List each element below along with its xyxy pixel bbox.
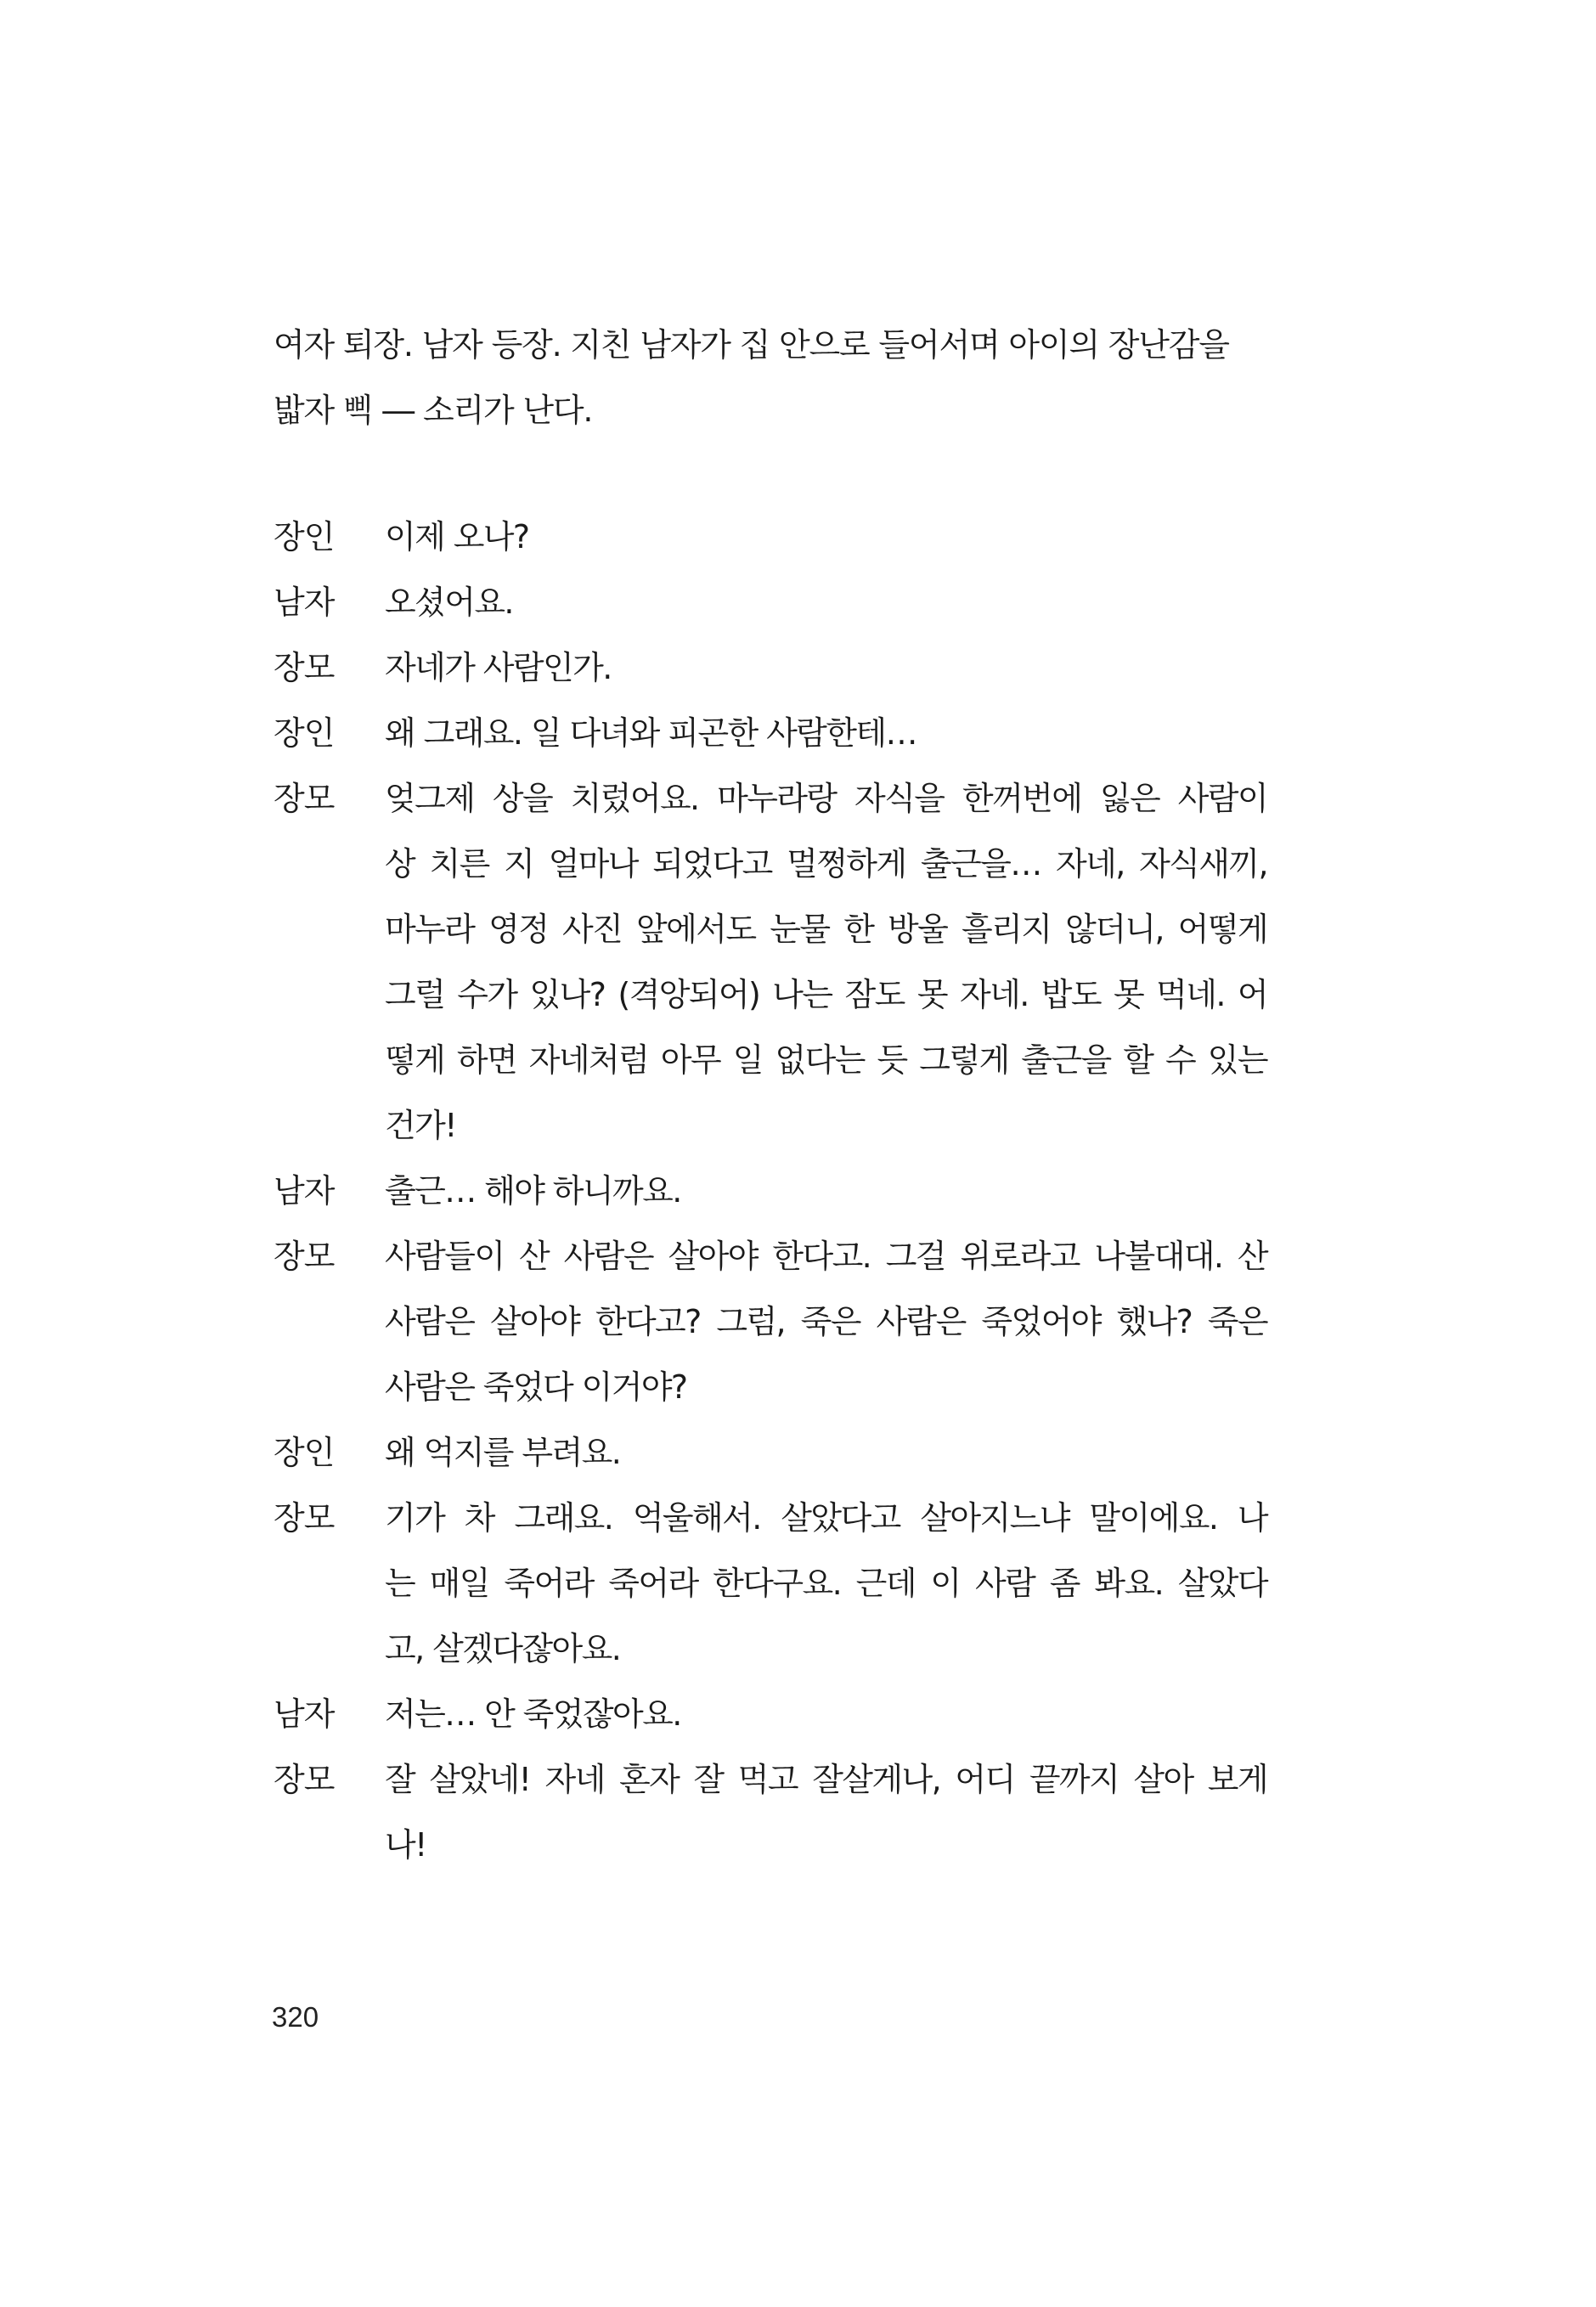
dialogue-entry xyxy=(274,1486,1267,1682)
speech-text xyxy=(385,570,1267,635)
stage-direction-line: 밟자 삑 ― 소리가 난다. xyxy=(274,392,593,429)
dialogue-entry xyxy=(274,1224,1267,1420)
speaker-name: 장모 xyxy=(274,1238,335,1275)
speech-text xyxy=(385,1486,1267,1682)
dialogue-entry xyxy=(274,1747,1267,1878)
speech-line: 사람은 살아야 한다고? 그럼, 죽은 사람은 죽었어야 했나? 죽은 xyxy=(385,1303,1267,1340)
speech-line: 상 치른 지 얼마나 되었다고 멀쩡하게 출근을… 자네, 자식새끼, xyxy=(385,845,1267,883)
dialogue-entry xyxy=(274,635,1267,701)
dialogue-entry xyxy=(274,570,1267,635)
speech-line: 는 매일 죽어라 죽어라 한다구요. 근데 이 사람 좀 봐요. 살았다 xyxy=(385,1565,1267,1602)
speech-text xyxy=(385,1420,1267,1486)
speaker-name: 장인 xyxy=(274,518,335,556)
speech-line: 건가! xyxy=(385,1107,456,1144)
speaker-name: 장모 xyxy=(274,780,335,817)
speech-line: 왜 억지를 부려요. xyxy=(385,1434,621,1471)
dialogue-entry xyxy=(274,701,1267,766)
dialogue-entry xyxy=(274,1420,1267,1486)
speech-line: 자네가 사람인가. xyxy=(385,649,612,686)
speech-line: 사람은 죽었다 이거야? xyxy=(385,1368,687,1406)
speech-text xyxy=(385,635,1267,701)
speech-text xyxy=(385,1159,1267,1224)
speech-text xyxy=(385,1224,1267,1420)
page-number: 320 xyxy=(272,2001,319,2033)
speaker-name: 남자 xyxy=(274,1695,335,1733)
speaker-name: 장인 xyxy=(274,1434,335,1471)
speech-text xyxy=(385,505,1267,570)
speech-line: 출근… 해야 하니까요. xyxy=(385,1172,681,1210)
speech-line: 이제 오나? xyxy=(385,518,529,556)
speech-text xyxy=(385,1747,1267,1878)
dialogue-entry xyxy=(274,505,1267,570)
speech-line: 그럴 수가 있나? (격앙되어) 나는 잠도 못 자네. 밥도 못 먹네. 어 xyxy=(385,976,1267,1013)
stage-direction xyxy=(274,313,1267,443)
speech-line: 기가 차 그래요. 억울해서. 살았다고 살아지느냐 말이에요. 나 xyxy=(385,1499,1267,1537)
dialogue-entry xyxy=(274,1682,1267,1747)
speech-line: 엊그제 상을 치렀어요. 마누라랑 자식을 한꺼번에 잃은 사람이 xyxy=(385,780,1267,817)
speech-line: 저는… 안 죽었잖아요. xyxy=(385,1695,681,1733)
speech-line: 왜 그래요. 일 다녀와 피곤한 사람한테… xyxy=(385,714,916,752)
speaker-name: 장모 xyxy=(274,649,335,686)
speech-text xyxy=(385,766,1267,1159)
speech-line: 나! xyxy=(385,1826,426,1864)
speaker-name: 남자 xyxy=(274,1172,335,1210)
speech-line: 사람들이 산 사람은 살아야 한다고. 그걸 위로라고 나불대대. 산 xyxy=(385,1238,1267,1275)
speech-text xyxy=(385,701,1267,766)
speech-line: 잘 살았네! 자네 혼자 잘 먹고 잘살게나, 어디 끝까지 살아 보게 xyxy=(385,1761,1267,1798)
speaker-name: 남자 xyxy=(274,584,335,621)
dialogue-block xyxy=(274,505,1267,1878)
stage-direction-line: 여자 퇴장. 남자 등장. 지친 남자가 집 안으로 들어서며 아이의 장난감을 xyxy=(274,326,1229,364)
speech-text xyxy=(385,1682,1267,1747)
speaker-name: 장모 xyxy=(274,1761,335,1798)
dialogue-entry xyxy=(274,1159,1267,1224)
speech-line: 오셨어요. xyxy=(385,584,513,621)
speaker-name: 장모 xyxy=(274,1499,335,1537)
speech-line: 마누라 영정 사진 앞에서도 눈물 한 방울 흘리지 않더니, 어떻게 xyxy=(385,911,1267,948)
speech-line: 떻게 하면 자네처럼 아무 일 없다는 듯 그렇게 출근을 할 수 있는 xyxy=(385,1041,1267,1079)
dialogue-entry xyxy=(274,766,1267,1159)
speech-line: 고, 살겠다잖아요. xyxy=(385,1630,621,1667)
speaker-name: 장인 xyxy=(274,714,335,752)
